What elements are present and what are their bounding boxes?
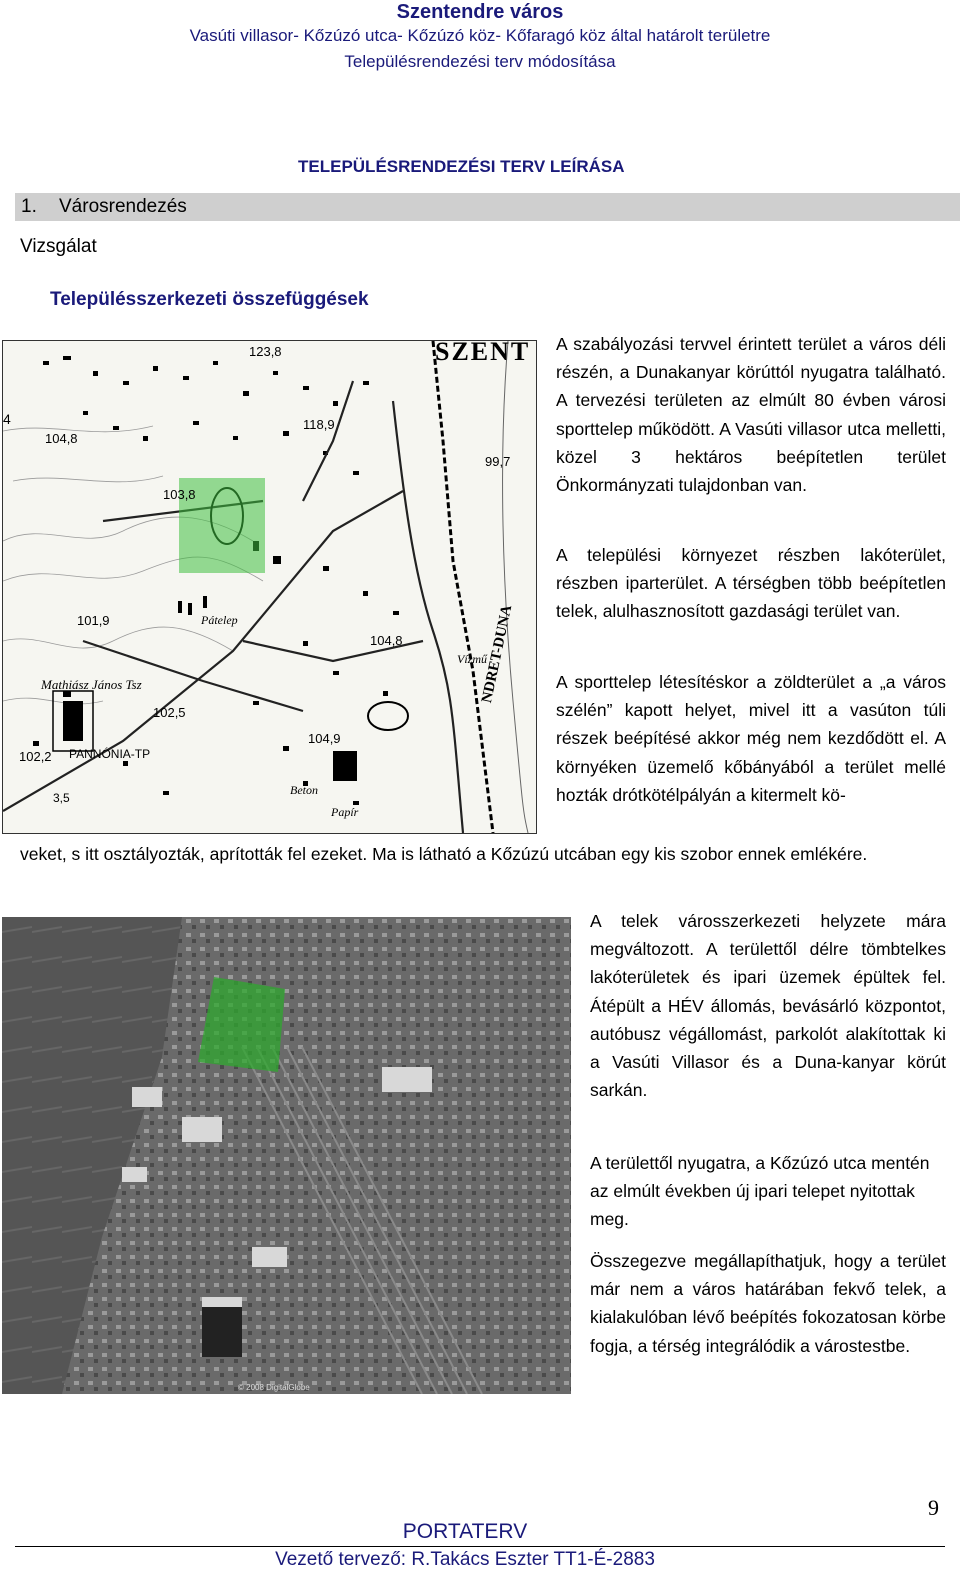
map-label-place: Pátelep	[201, 613, 238, 627]
section-number: 1.	[21, 196, 37, 217]
image-credit: © 2008 DigitalGlobe	[238, 1383, 310, 1392]
footer-divider	[15, 1546, 945, 1547]
topographic-map	[2, 340, 537, 834]
map-label-elevation: 104,9	[308, 731, 341, 746]
paragraph-location: A szabályozási tervvel érintett terület a város déli részén, a Dunakanyar körúttól nyugatra található. A tervezési területen az elmúlt 80 évben városi sporttelep működött. A Vasúti villasor utca melletti, közel 3 hektáros beépítetlen terület Önkormányzati tulajdonban van.	[556, 334, 946, 496]
footer-firm: PORTATERV	[402, 1520, 528, 1543]
page-number: 9	[928, 1495, 939, 1520]
paragraph-history-continued: veket, s itt osztályozták, aprították fel ezeket. Ma is látható a Kőzúzú utcában egy kis szobor ennek emlékére.	[20, 844, 868, 864]
map-label-elevation: 3,5	[53, 791, 70, 805]
header-title: Szentendre város	[396, 1, 564, 23]
map-label-elevation: 118,9	[303, 417, 335, 432]
document-heading: TELEPÜLÉSRENDEZÉSI TERV LEÍRÁSA	[298, 157, 625, 176]
map-label-city: SZENT	[435, 340, 531, 366]
subsubsection-heading: Településszerkezeti összefüggések	[50, 289, 369, 310]
paragraph-conclusion: Összegezve megállapíthatjuk, hogy a terület már nem a város határában fekvő telek, a kialakulóban lévő beépítés fokozatosan körbe fogja, a térség integrálódik a várostestbe.	[590, 1251, 946, 1356]
paragraph-environment: A települési környezet részben lakóterület, részben iparterület. A térségben több beépítetlen telek, alulhasznosított gazdasági terület van.	[556, 545, 946, 622]
map-label-elevation: 123,8	[249, 344, 282, 359]
map-label-place: Beton	[290, 783, 318, 797]
map-label-elevation: 99,7	[485, 454, 511, 469]
map-label-place: PANNÓNIA-TP	[69, 747, 151, 761]
section-title: Városrendezés	[59, 196, 187, 217]
header-subtitle-2: Településrendezési terv módosítása	[344, 52, 616, 71]
map-label-river: NDRET-DUNA	[479, 603, 516, 705]
section-heading	[15, 193, 960, 221]
map-label-elevation: 104,8	[45, 431, 78, 446]
map-label-elevation: 103,8	[163, 487, 196, 502]
paragraph-industrial-site: A területtől nyugatra, a Kőzúzó utca mentén az elmúlt években új ipari telepet nyitottak meg.	[590, 1153, 930, 1230]
map-label-place: Vízmű	[457, 652, 487, 666]
footer-designer: Vezető tervező: R.Takács Eszter TT1-É-2883	[275, 1549, 655, 1570]
map-label-elevation: 101,9	[77, 613, 110, 628]
subsection-heading: Vizsgálat	[20, 236, 97, 257]
map-label-elevation: 104,8	[370, 633, 403, 648]
map-label-elevation: 102,2	[19, 749, 52, 764]
paragraph-current-situation: A telek városszerkezeti helyzete mára megváltozott. A területtől délre tömbtelkes lakóterületek és ipari üzemek épültek fel. Átépült a HÉV állomás, bevásárló központot, autóbusz végállomást, parkolót alakítottak ki a Vasúti Villasor és a Duna-kanyar körút sarkán.	[590, 911, 946, 1101]
satellite-image	[2, 917, 571, 1394]
map-label-place: Mathiász János Tsz	[41, 677, 142, 692]
map-label-place: Papír	[331, 805, 359, 819]
map-label-elevation: 102,5	[153, 705, 186, 720]
map-label-number: 4	[3, 411, 11, 427]
satellite-image-drawing	[2, 917, 571, 1394]
paragraph-history: A sporttelep létesítéskor a zöldterület a „a város szélén” kapott helyet, mivel itt a vasúton túli részek beépítésé akkor még nem kezdődött el. A környéken üzemelő kőbányából a terület mellé hozták drótkötélpályán a kitermelt kö-	[556, 672, 946, 805]
header-subtitle: Vasúti villasor- Kőzúzó utca- Kőzúzó köz- Kőfaragó köz által határolt területre	[189, 26, 771, 45]
